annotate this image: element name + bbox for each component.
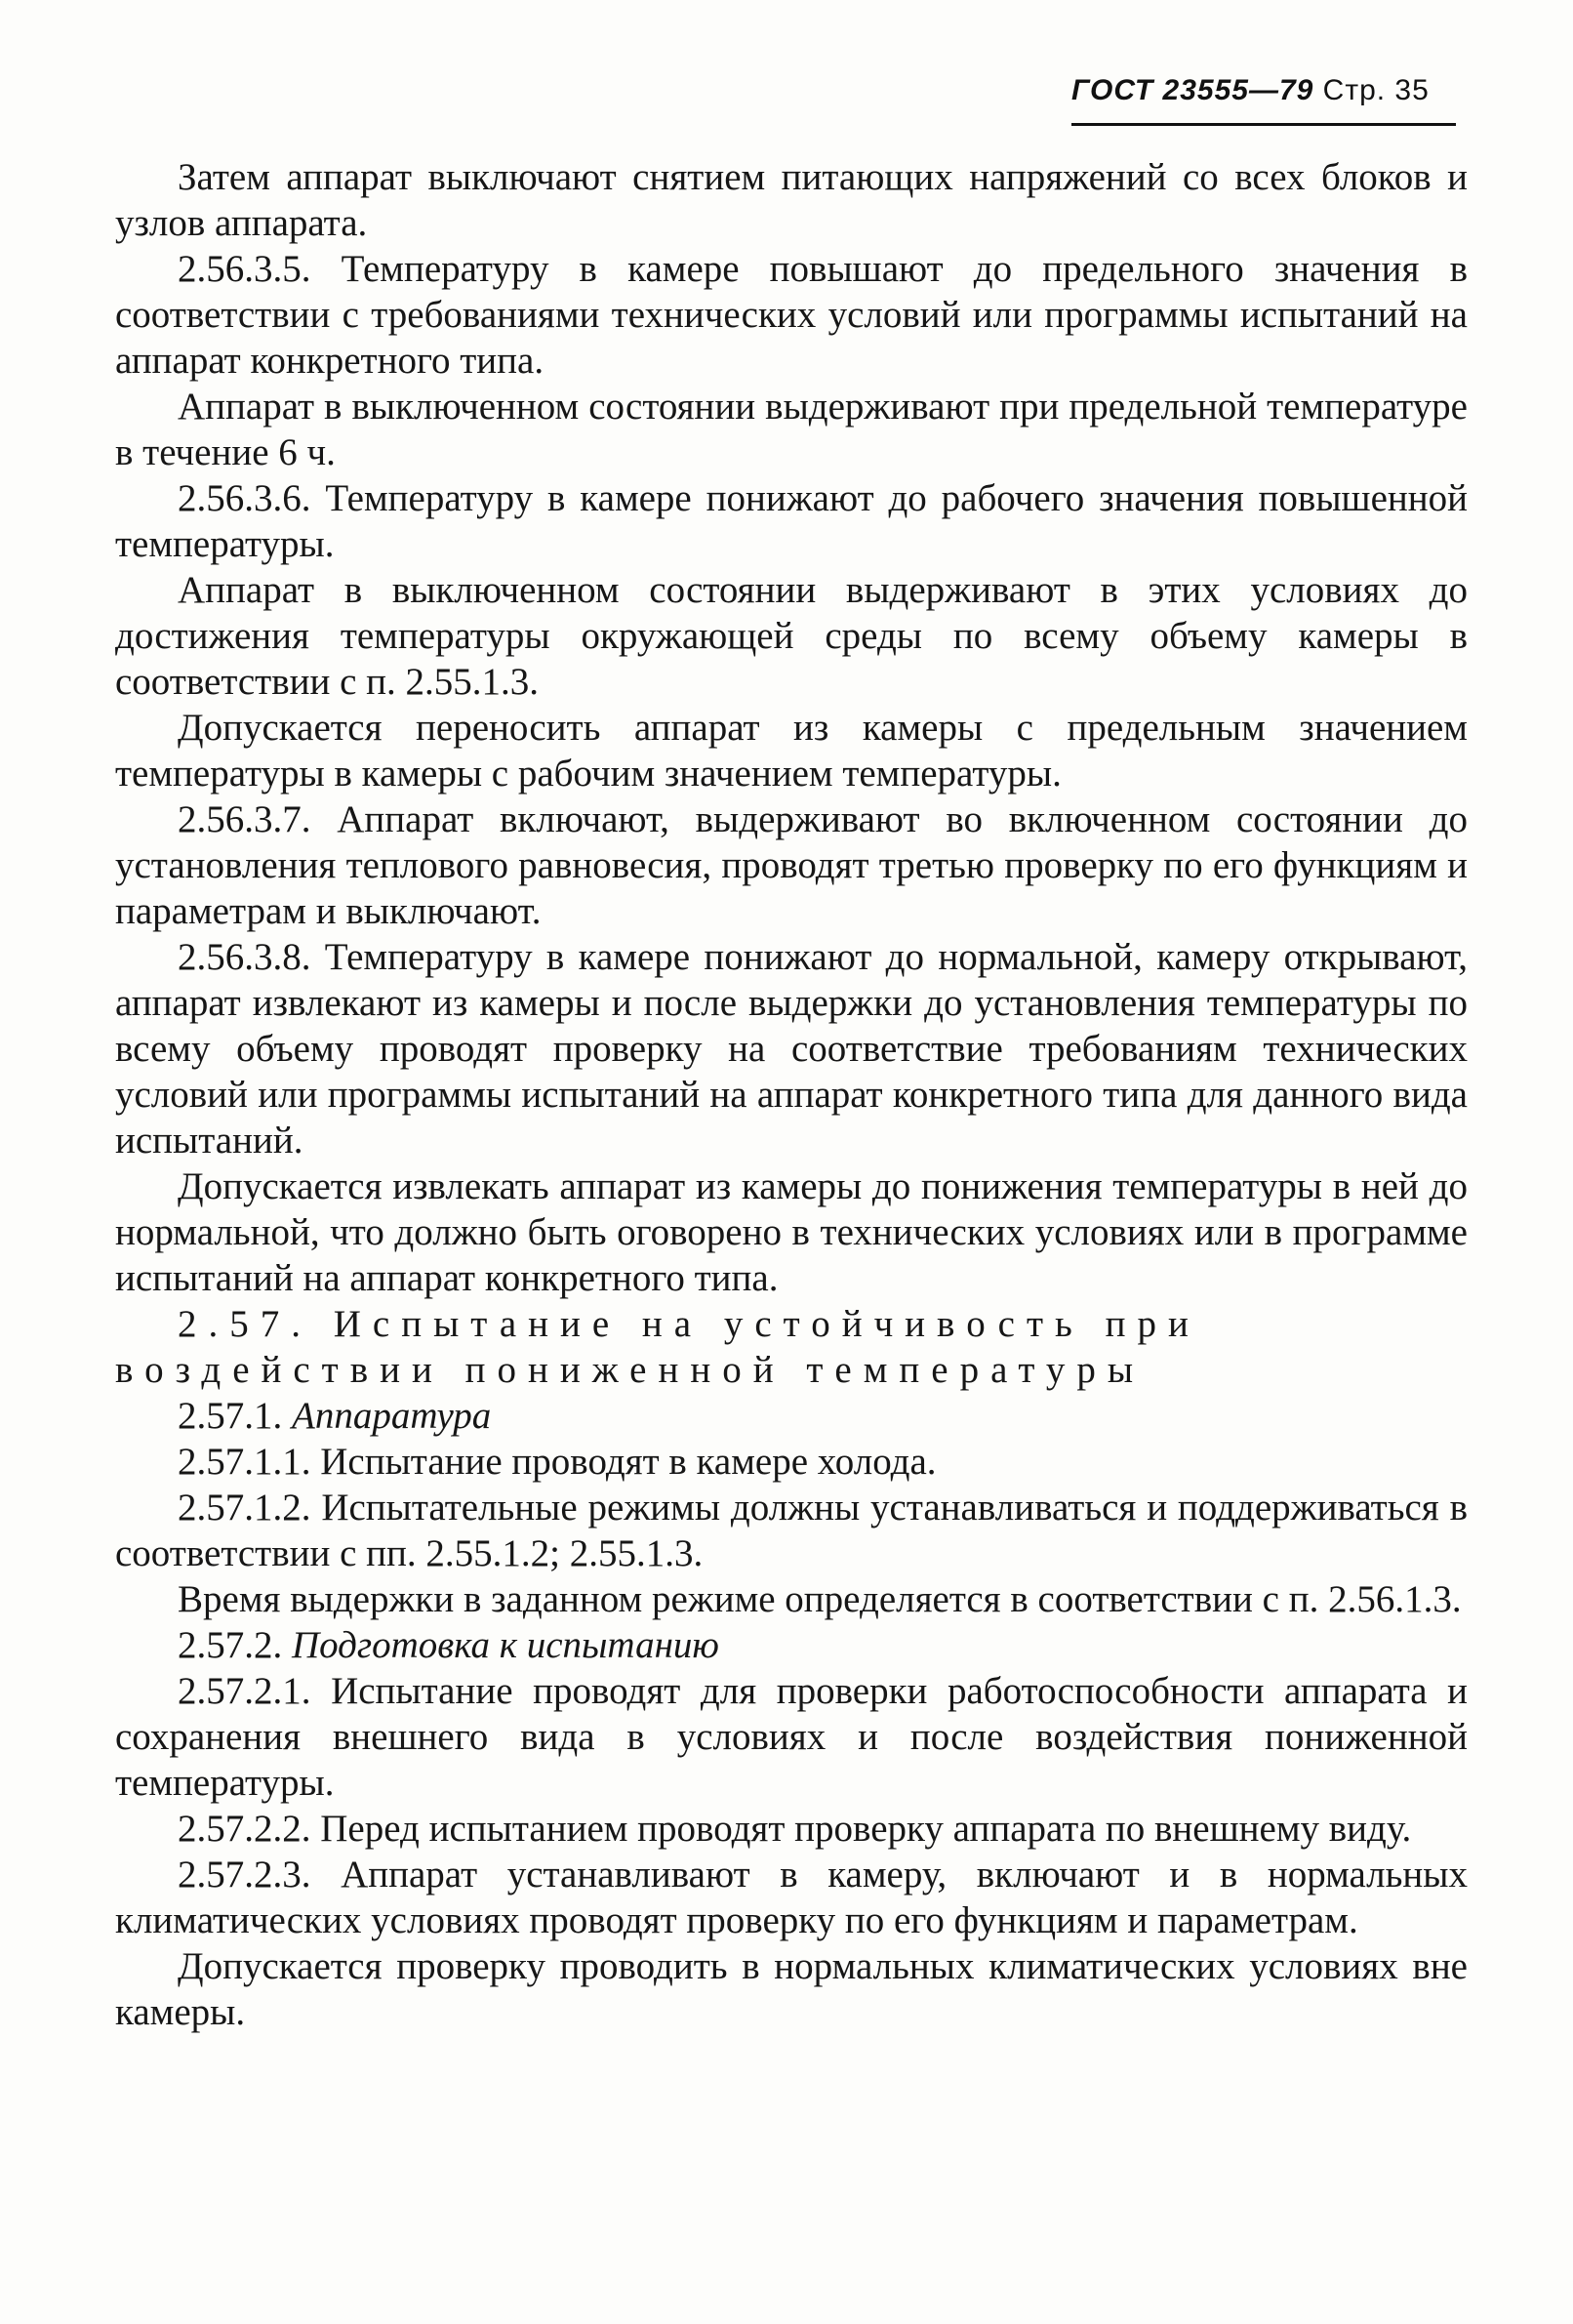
subsection-number: 2.57.2. (178, 1624, 283, 1666)
paragraph: Время выдержки в заданном режиме определяется в соответствии с п. 2.56.1.3. (178, 1578, 1462, 1620)
section-number: 2.57. (178, 1303, 312, 1345)
paragraph: 2.57.2.1. Испытание проводят для проверки работоспособности аппарата и сохранения внешнего вида в условиях и после воздействия пониженной температуры. (115, 1670, 1468, 1804)
paragraph: 2.56.3.8. Температуру в камере понижают до нормальной, камеру открывают, аппарат извлекают из камеры и после выдержки до установления температуры по всему объему проводят проверку на соответствие требованиям технических условий или программы испытаний на аппарат конкретного типа для данного вида испытаний. (115, 936, 1468, 1162)
standard-number: ГОСТ 23555—79 (1071, 74, 1314, 106)
paragraph: Аппарат в выключенном состоянии выдерживают в этих условиях до достижения температуры окружающей среды по всему объему камеры в соответствии с п. 2.55.1.3. (115, 569, 1468, 703)
subsection-heading (115, 1622, 1468, 1668)
paragraph: 2.57.2.2. Перед испытанием проводят проверку аппарата по внешнему виду. (178, 1808, 1412, 1850)
page-number: Стр. 35 (1322, 74, 1430, 106)
section-title: Испытание на устойчивость при воздействии пониженной температуры (115, 1303, 1200, 1391)
paragraph: 2.56.3.6. Температуру в камере понижают до рабочего значения повышенной температуры. (115, 477, 1468, 565)
section-heading (115, 1301, 1468, 1393)
header-rule (1071, 123, 1456, 126)
body-text (115, 154, 1468, 2035)
subsection-title: Аппаратура (292, 1395, 492, 1437)
paragraph: Допускается извлекать аппарат из камеры до понижения температуры в ней до нормальной, что должно быть оговорено в технических условиях или в программе испытаний на аппарат конкретного типа. (115, 1165, 1468, 1299)
paragraph: Затем аппарат выключают снятием питающих напряжений со всех блоков и узлов аппарата. (115, 156, 1468, 244)
paragraph: 2.57.2.3. Аппарат устанавливают в камеру, включают и в нормальных климатических условиях проводят проверку по его функциям и параметрам. (115, 1854, 1468, 1941)
subsection-title: Подготовка к испытанию (292, 1624, 719, 1666)
running-header (1071, 72, 1456, 111)
paragraph: Допускается переносить аппарат из камеры с предельным значением температуры в камеры с рабочим значением температуры. (115, 707, 1468, 795)
paragraph: Допускается проверку проводить в нормальных климатических условиях вне камеры. (115, 1945, 1468, 2033)
paragraph: 2.57.1.2. Испытательные режимы должны устанавливаться и поддерживаться в соответствии с пп. 2.55.1.2; 2.55.1.3. (115, 1487, 1468, 1574)
subsection-number: 2.57.1. (178, 1395, 283, 1437)
subsection-heading (115, 1393, 1468, 1439)
paragraph: 2.56.3.5. Температуру в камере повышают до предельного значения в соответствии с требованиями технических условий или программы испытаний на аппарат конкретного типа. (115, 248, 1468, 382)
paragraph: 2.57.1.1. Испытание проводят в камере холода. (178, 1441, 937, 1483)
paragraph: 2.56.3.7. Аппарат включают, выдерживают во включенном состоянии до установления теплового равновесия, проводят третью проверку по его функциям и параметрам и выключают. (115, 798, 1468, 932)
paragraph: Аппарат в выключенном состоянии выдерживают при предельной температуре в течение 6 ч. (115, 386, 1468, 473)
